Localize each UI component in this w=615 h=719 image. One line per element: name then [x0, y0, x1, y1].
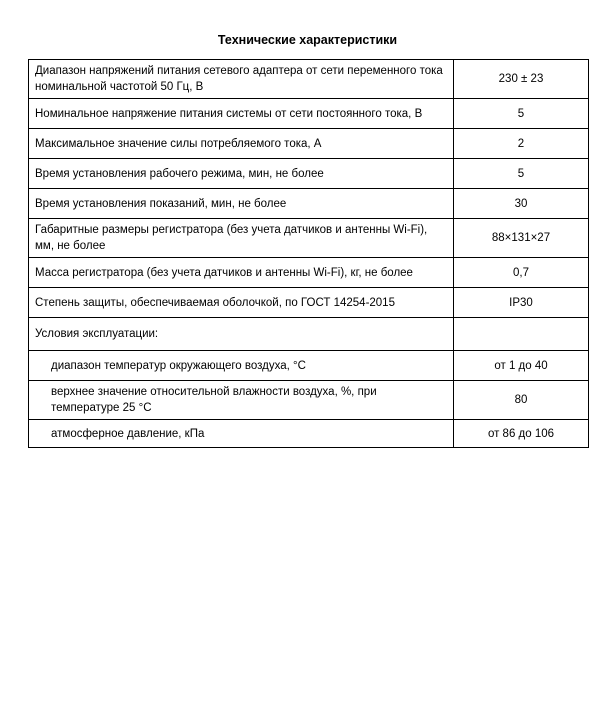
- param-cell: Максимальное значение силы потребляемого тока, А: [29, 129, 454, 159]
- param-cell: Номинальное напряжение питания системы от сети постоянного тока, В: [29, 99, 454, 129]
- param-cell: верхнее значение относительной влажности воздуха, %, при температуре 25 °С: [29, 381, 454, 420]
- param-cell: Степень защиты, обеспечиваемая оболочкой, по ГОСТ 14254-2015: [29, 288, 454, 318]
- table-row: [29, 381, 589, 420]
- value-cell: 0,7: [454, 258, 589, 288]
- value-cell: 30: [454, 189, 589, 219]
- param-cell: Габаритные размеры регистратора (без учета датчиков и антенны Wi-Fi), мм, не более: [29, 219, 454, 258]
- value-cell: от 1 до 40: [454, 351, 589, 381]
- table-row: [29, 219, 589, 258]
- value-cell: 2: [454, 129, 589, 159]
- value-cell: 5: [454, 159, 589, 189]
- table-row: [29, 258, 589, 288]
- value-cell: от 86 до 106: [454, 420, 589, 448]
- table-row: [29, 60, 589, 99]
- table-row: [29, 420, 589, 448]
- value-cell: 5: [454, 99, 589, 129]
- param-cell: Диапазон напряжений питания сетевого адаптера от сети переменного тока номинальной частотой 50 Гц, В: [29, 60, 454, 99]
- table-row: [29, 189, 589, 219]
- value-cell: 230 ± 23: [454, 60, 589, 99]
- table-row: [29, 318, 589, 351]
- table-row: [29, 351, 589, 381]
- table-row: [29, 99, 589, 129]
- param-cell: Масса регистратора (без учета датчиков и антенны Wi-Fi), кг, не более: [29, 258, 454, 288]
- param-cell: Время установления рабочего режима, мин, не более: [29, 159, 454, 189]
- param-cell: атмосферное давление, кПа: [29, 420, 454, 448]
- param-cell: Время установления показаний, мин, не более: [29, 189, 454, 219]
- param-cell: Условия эксплуатации:: [29, 318, 454, 351]
- value-cell: IP30: [454, 288, 589, 318]
- value-cell: 80: [454, 381, 589, 420]
- param-cell: диапазон температур окружающего воздуха, °С: [29, 351, 454, 381]
- value-cell: [454, 318, 589, 351]
- document-title: Технические характеристики: [217, 33, 398, 47]
- table-row: [29, 288, 589, 318]
- table-row: [29, 159, 589, 189]
- value-cell: 88×131×27: [454, 219, 589, 258]
- specs-table: [28, 59, 589, 448]
- table-row: [29, 129, 589, 159]
